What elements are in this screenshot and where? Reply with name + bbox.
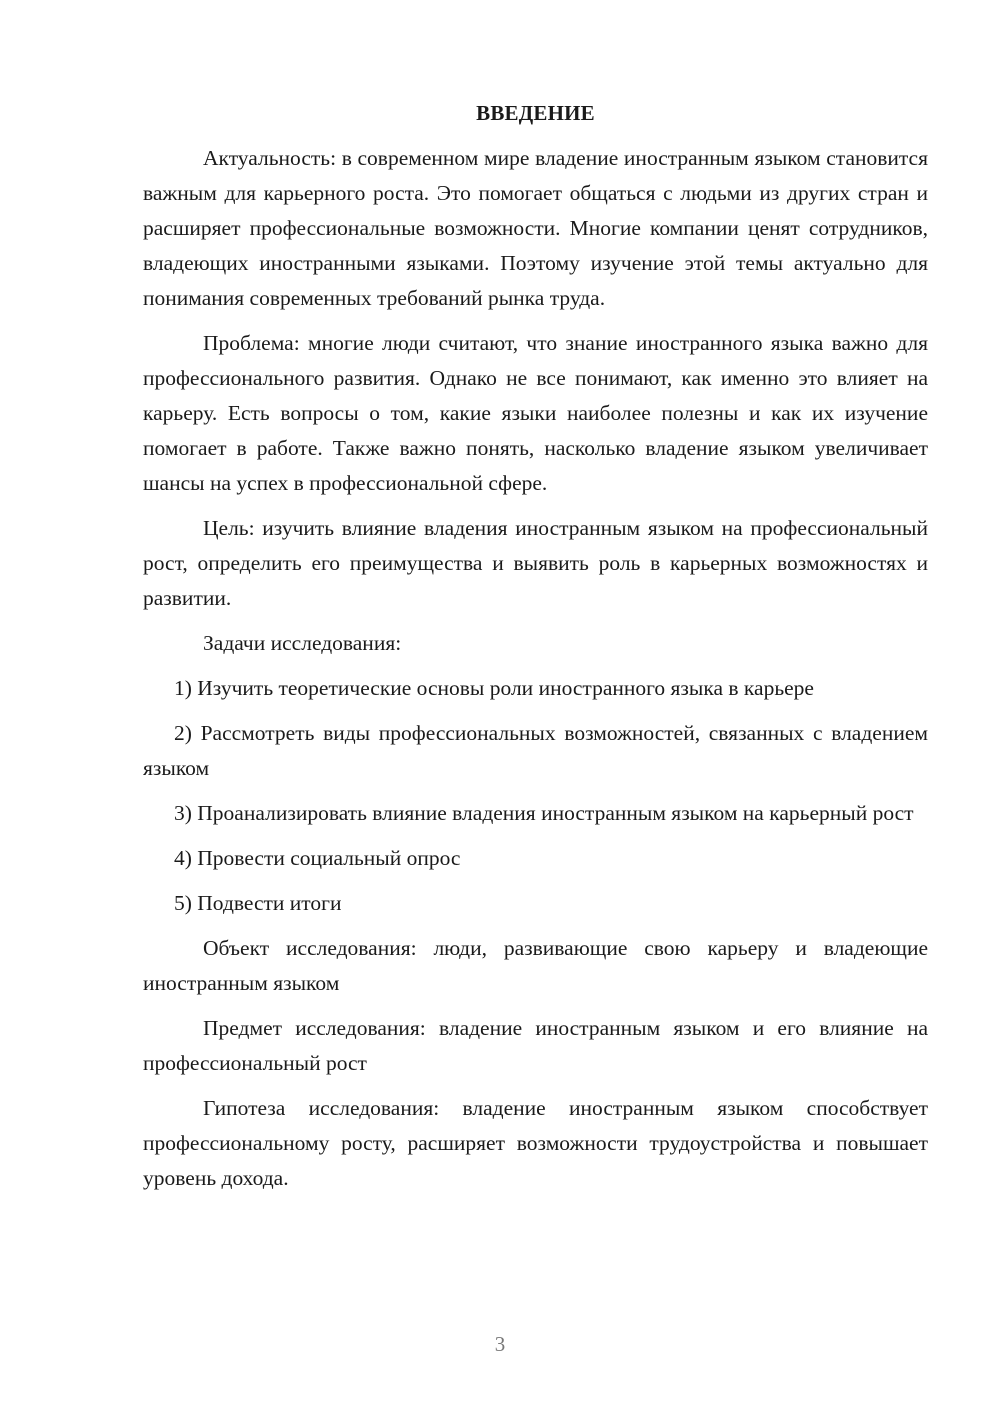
page-number: 3	[494, 1332, 506, 1356]
document-page	[143, 96, 928, 1206]
object-paragraph: Объект исследования: люди, развивающие свою карьеру и владеющие иностранным языком	[143, 936, 928, 995]
task-item: 1) Изучить теоретические основы роли иностранного языка в карьере	[174, 676, 814, 700]
goal-paragraph: Цель: изучить влияние владения иностранным языком на профессиональный рост, определить его преимущества и выявить роль в карьерных возможностях и развитии.	[143, 516, 928, 610]
tasks-heading: Задачи исследования:	[203, 631, 402, 655]
hypothesis-paragraph: Гипотеза исследования: владение иностранным языком способствует профессиональному росту, расширяет возможности трудоустройства и повышает уровень дохода.	[143, 1096, 928, 1190]
subject-paragraph: Предмет исследования: владение иностранным языком и его влияние на профессиональный рост	[143, 1016, 928, 1075]
problem-paragraph: Проблема: многие люди считают, что знание иностранного языка важно для профессионального развития. Однако не все понимают, как именно это влияет на карьеру. Есть вопросы о том, какие языки наиболее полезны и как их изучение помогает в работе. Также важно понять, насколько владение языком увеличивает шансы на успех в профессиональной сфере.	[143, 331, 928, 495]
relevance-paragraph: Актуальность: в современном мире владение иностранным языком становится важным для карьерного роста. Это помогает общаться с людьми из других стран и расширяет профессиональные возможности. Многие компании ценят сотрудников, владеющих иностранными языками. Поэтому изучение этой темы актуально для понимания современных требований рынка труда.	[143, 146, 928, 310]
task-item: 2) Рассмотреть виды профессиональных возможностей, связанных с владением языком	[143, 721, 928, 780]
task-item: 3) Проанализировать влияние владения иностранным языком на карьерный рост	[174, 801, 914, 825]
page-title: ВВЕДЕНИЕ	[476, 101, 595, 125]
task-item: 4) Провести социальный опрос	[174, 846, 461, 870]
task-item: 5) Подвести итоги	[174, 891, 342, 915]
